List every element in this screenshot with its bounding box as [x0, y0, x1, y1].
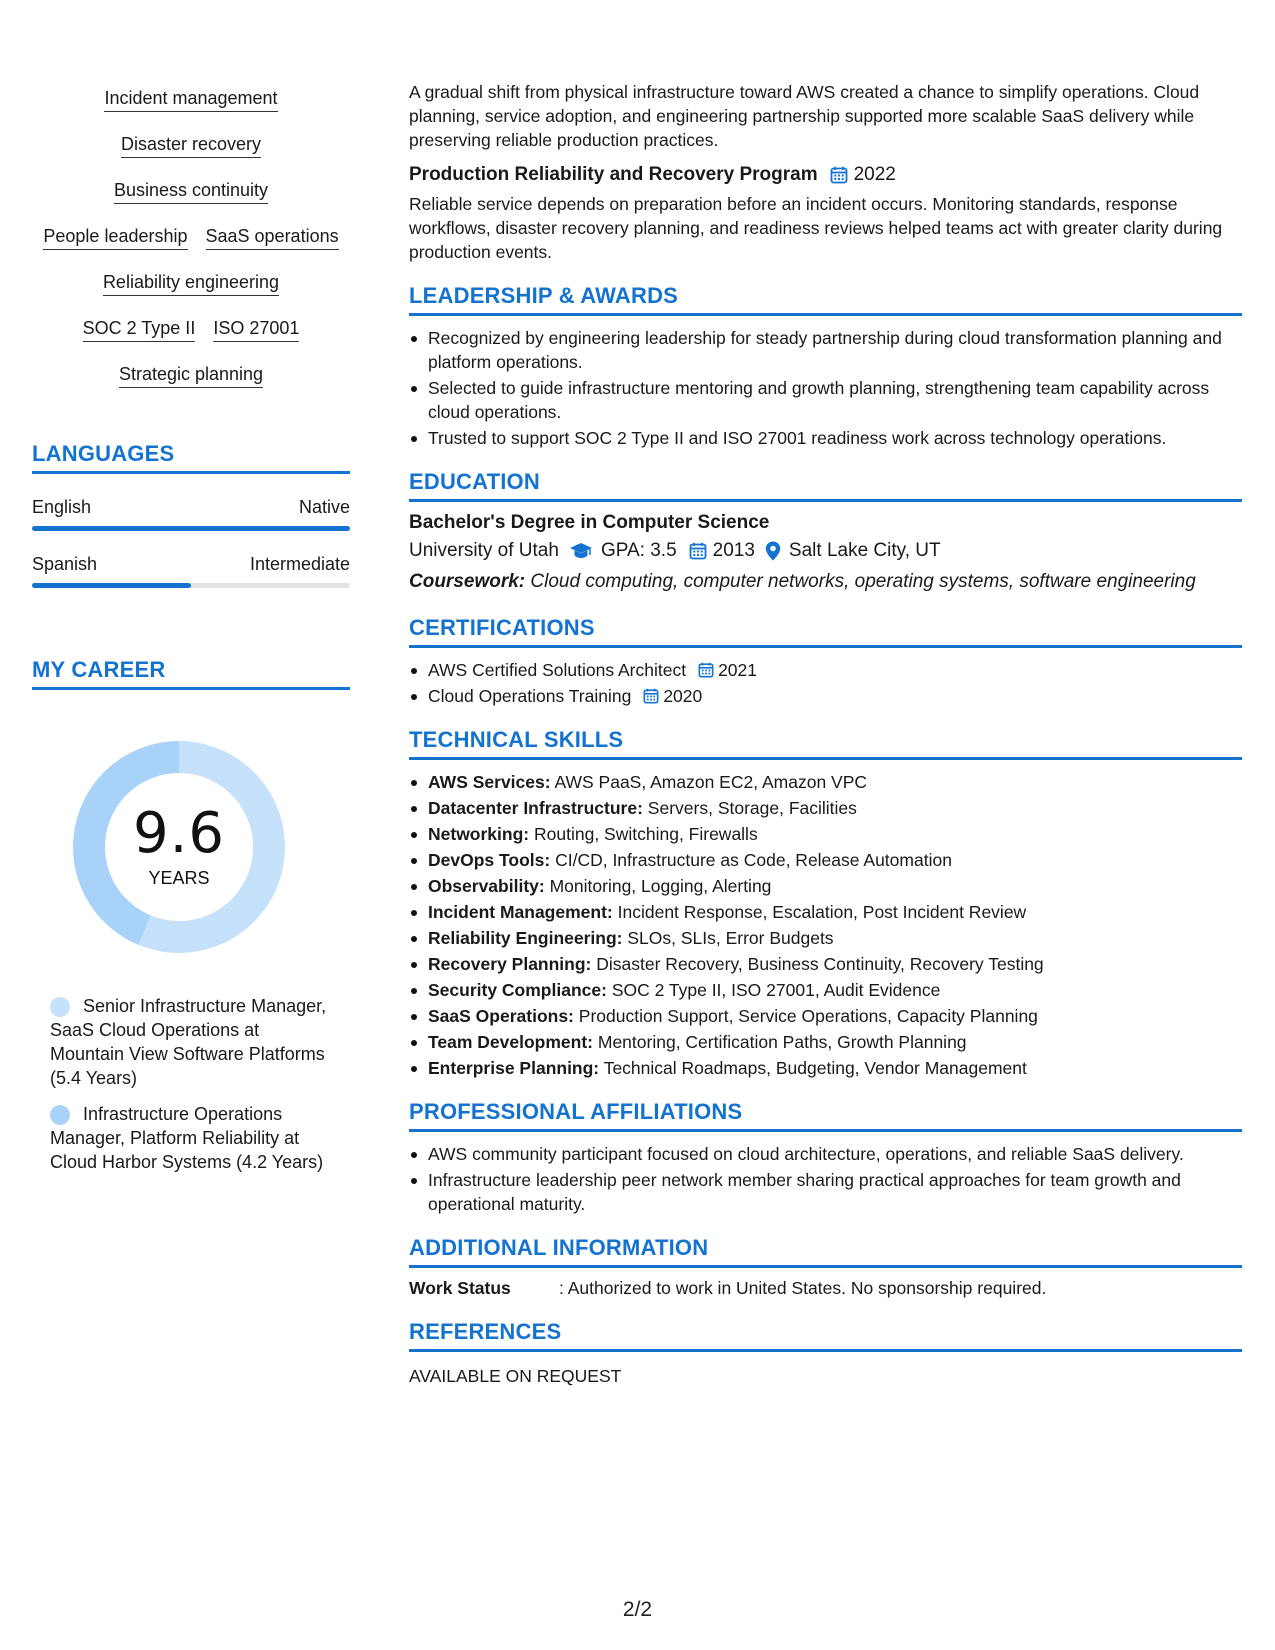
technical-skill-item: [409, 874, 1242, 898]
donut-center: [66, 734, 292, 960]
education-degree: Bachelor's Degree in Computer Science: [409, 512, 770, 533]
certification-year: 2021: [718, 660, 758, 680]
technical-skill-values: AWS PaaS, Amazon EC2, Amazon VPC: [554, 772, 868, 792]
language-level: Native: [298, 497, 350, 517]
career-legend-label: Infrastructure Operations Manager, Platform Reliability at Cloud Harbor Systems (4.2 Years): [50, 1104, 324, 1172]
skill-tag: SOC 2 Type II: [83, 317, 196, 342]
education-location: Salt Lake City, UT: [788, 540, 941, 561]
career-donut: [66, 734, 292, 960]
skill-tag: SaaS operations: [206, 225, 339, 250]
award-item: Recognized by engineering leadership for steady partnership during cloud transformation planning and platform operations.: [409, 326, 1242, 374]
calendar-icon: [830, 166, 848, 184]
language-row: [32, 553, 350, 575]
languages-section: [32, 440, 350, 588]
career-legend-dot: [50, 997, 70, 1017]
technical-skill-values: Mentoring, Certification Paths, Growth Planning: [597, 1032, 967, 1052]
technical-skill-category: Recovery Planning:: [428, 954, 592, 974]
education-coursework: [409, 570, 1242, 594]
skill-tag: Reliability engineering: [103, 271, 279, 296]
page-number: 2/2: [622, 1598, 653, 1621]
technical-skill-item: [409, 900, 1242, 924]
technical-skill-category: AWS Services:: [428, 772, 551, 792]
technical-skill-item: [409, 1030, 1242, 1054]
skill-tag: People leadership: [43, 225, 187, 250]
technical-skill-item: [409, 926, 1242, 950]
education-title: EDUCATION: [409, 468, 1242, 502]
language-level-fill: [32, 583, 191, 588]
technical-skills-list: [409, 770, 1242, 1080]
language-name: Spanish: [32, 554, 98, 574]
technical-skill-category: Team Development:: [428, 1032, 593, 1052]
language-list: [32, 496, 350, 588]
technical-skill-item: [409, 1004, 1242, 1028]
project-title: Production Reliability and Recovery Program: [409, 164, 818, 185]
career-title: MY CAREER: [32, 656, 350, 690]
certification-name: AWS Certified Solutions Architect: [428, 660, 687, 680]
career-legend-dot: [50, 1105, 70, 1125]
calendar-icon: [698, 662, 714, 678]
language-level-bar: [32, 583, 350, 588]
technical-skill-category: Reliability Engineering:: [428, 928, 623, 948]
language-level-fill: [32, 526, 350, 531]
technical-skill-values: Technical Roadmaps, Budgeting, Vendor Management: [603, 1058, 1027, 1078]
skill-tag: Disaster recovery: [121, 133, 261, 158]
technical-skill-item: [409, 848, 1242, 872]
skill-tag: Incident management: [104, 87, 277, 112]
technical-skill-item: [409, 978, 1242, 1002]
technical-skill-category: Networking:: [428, 824, 530, 844]
technical-skill-category: Observability:: [428, 876, 545, 896]
skill-tag: ISO 27001: [213, 317, 299, 342]
career-years-unit: YEARS: [148, 868, 210, 888]
career-legend-item: [50, 1102, 350, 1174]
education-meta: [409, 538, 1242, 564]
affiliations-list: [409, 1142, 1242, 1216]
technical-skill-item: [409, 796, 1242, 820]
project-description: Reliable service depends on preparation before an incident occurs. Monitoring standards, response workflows, disaster recovery planning, and readiness reviews helped teams act with greater clarity during production events.: [409, 194, 1223, 262]
awards-list: [409, 326, 1242, 450]
additional-info-title: ADDITIONAL INFORMATION: [409, 1234, 1242, 1268]
work-status-row: [409, 1276, 1242, 1300]
certification-item: [409, 658, 1242, 682]
technical-skill-category: DevOps Tools:: [428, 850, 551, 870]
calendar-icon: [689, 542, 707, 560]
career-total-years: 9.6: [132, 801, 226, 866]
certifications-title: CERTIFICATIONS: [409, 614, 1242, 648]
language-row: [32, 496, 350, 518]
affiliation-item: Infrastructure leadership peer network member sharing practical approaches for team growth and operational maturity.: [409, 1168, 1242, 1216]
coursework-label: Coursework:: [409, 571, 526, 592]
technical-skill-values: Production Support, Service Operations, Capacity Planning: [578, 1006, 1038, 1026]
certification-name: Cloud Operations Training: [428, 686, 632, 706]
languages-title: LANGUAGES: [32, 440, 350, 474]
technical-skill-item: [409, 952, 1242, 976]
sidebar: [32, 82, 350, 1186]
technical-skill-values: Disaster Recovery, Business Continuity, Recovery Testing: [596, 954, 1044, 974]
intro-paragraph: A gradual shift from physical infrastructure toward AWS created a chance to simplify operations. Cloud planning, service adoption, and engineering partnership supported more scalable SaaS delivery while preserving reliable production practices.: [409, 82, 1200, 150]
technical-skill-values: Routing, Switching, Firewalls: [534, 824, 758, 844]
language-level-bar: [32, 526, 350, 531]
skill-tag: Strategic planning: [119, 363, 263, 388]
work-status-label: Work Status: [409, 1278, 511, 1298]
technical-skill-values: Incident Response, Escalation, Post Incident Review: [617, 902, 1027, 922]
language-name: English: [32, 497, 92, 517]
technical-skill-category: SaaS Operations:: [428, 1006, 574, 1026]
graduation-cap-icon: [569, 542, 593, 560]
technical-skills-title: TECHNICAL SKILLS: [409, 726, 1242, 760]
calendar-icon: [643, 688, 659, 704]
affiliations-title: PROFESSIONAL AFFILIATIONS: [409, 1098, 1242, 1132]
references-title: REFERENCES: [409, 1318, 1242, 1352]
technical-skill-category: Datacenter Infrastructure:: [428, 798, 643, 818]
certifications-list: [409, 658, 1242, 708]
certification-year: 2020: [663, 686, 703, 706]
technical-skill-values: SOC 2 Type II, ISO 27001, Audit Evidence: [611, 980, 941, 1000]
career-legend-item: [50, 994, 350, 1090]
technical-skill-item: [409, 770, 1242, 794]
technical-skill-item: [409, 1056, 1242, 1080]
technical-skill-values: Monitoring, Logging, Alerting: [549, 876, 772, 896]
technical-skill-category: Security Compliance:: [428, 980, 607, 1000]
skill-tags: [32, 82, 350, 404]
project-year: 2022: [853, 164, 896, 185]
education-year: 2013: [712, 540, 755, 561]
award-item: Trusted to support SOC 2 Type II and ISO 27001 readiness work across technology operations.: [409, 426, 1242, 450]
career-legend-label: Senior Infrastructure Manager, SaaS Cloud Operations at Mountain View Software Platforms (5.4 Years): [50, 996, 327, 1088]
technical-skill-category: Incident Management:: [428, 902, 613, 922]
skill-tag: Business continuity: [114, 179, 268, 204]
map-pin-icon: [765, 541, 781, 561]
career-legend: [32, 994, 350, 1174]
education-school: University of Utah: [409, 540, 559, 561]
affiliation-item: AWS community participant focused on cloud architecture, operations, and reliable SaaS delivery.: [409, 1142, 1242, 1166]
career-section: [32, 656, 350, 1174]
certification-item: [409, 684, 1242, 708]
references-text: AVAILABLE ON REQUEST: [409, 1366, 622, 1386]
education-gpa: GPA: 3.5: [600, 540, 677, 561]
work-status-value: : Authorized to work in United States. No sponsorship required.: [559, 1278, 1047, 1298]
coursework-text: Cloud computing, computer networks, operating systems, software engineering: [530, 571, 1196, 592]
technical-skill-category: Enterprise Planning:: [428, 1058, 600, 1078]
technical-skill-values: SLOs, SLIs, Error Budgets: [627, 928, 834, 948]
language-level: Intermediate: [249, 554, 350, 574]
technical-skill-values: Servers, Storage, Facilities: [647, 798, 857, 818]
main-content: [409, 80, 1242, 1388]
award-item: Selected to guide infrastructure mentoring and growth planning, strengthening team capability across cloud operations.: [409, 376, 1242, 424]
technical-skill-item: [409, 822, 1242, 846]
awards-title: LEADERSHIP & AWARDS: [409, 282, 1242, 316]
technical-skill-values: CI/CD, Infrastructure as Code, Release Automation: [555, 850, 952, 870]
project-header: [409, 162, 1242, 188]
